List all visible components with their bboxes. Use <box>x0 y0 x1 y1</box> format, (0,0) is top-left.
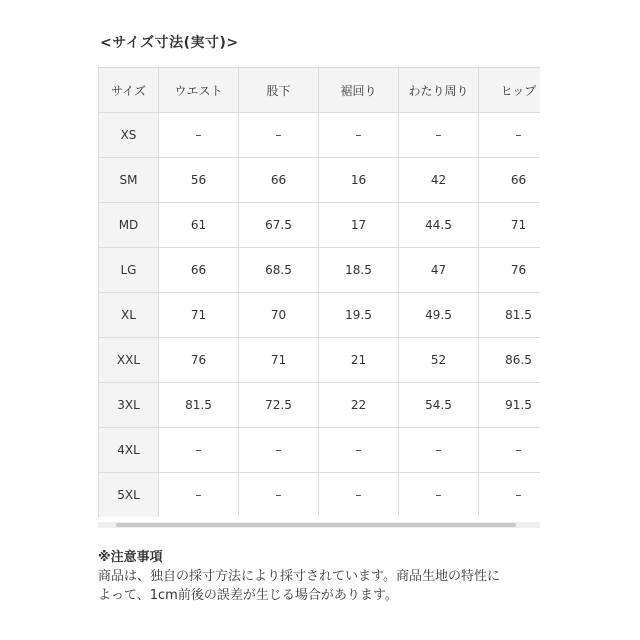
measurement-cell: 61 <box>159 203 239 248</box>
size-label-cell: XS <box>99 113 159 158</box>
measurement-cell: – <box>159 428 239 473</box>
size-label-cell: 5XL <box>99 473 159 518</box>
notice-title: ※注意事項 <box>98 550 163 565</box>
measurement-cell: – <box>399 113 479 158</box>
measurement-cell: – <box>319 473 399 518</box>
measurement-cell: – <box>239 473 319 518</box>
page-title: <サイズ寸法(実寸)> <box>100 35 239 51</box>
table-row <box>99 158 541 203</box>
measurement-cell: – <box>319 428 399 473</box>
measurement-cell: – <box>479 113 541 158</box>
table-row <box>99 248 541 293</box>
measurement-cell: – <box>239 113 319 158</box>
measurement-cell: 49.5 <box>399 293 479 338</box>
measurement-cell: 76 <box>159 338 239 383</box>
measurement-cell: 91.5 <box>479 383 541 428</box>
size-label-cell: 4XL <box>99 428 159 473</box>
measurement-cell: 47 <box>399 248 479 293</box>
table-row <box>99 473 541 518</box>
scrollbar-thumb[interactable] <box>116 523 516 527</box>
measurement-cell: – <box>479 473 541 518</box>
measurement-cell: 81.5 <box>159 383 239 428</box>
measurement-cell: – <box>479 428 541 473</box>
header-thigh: わたり周り <box>399 68 479 113</box>
horizontal-scrollbar[interactable] <box>98 522 540 528</box>
measurement-cell: 19.5 <box>319 293 399 338</box>
measurement-cell: 86.5 <box>479 338 541 383</box>
measurement-cell: 66 <box>479 158 541 203</box>
measurement-cell: 54.5 <box>399 383 479 428</box>
measurement-cell: 18.5 <box>319 248 399 293</box>
notice-line-1: 商品は、独自の採寸方法により採寸されています。商品生地の特性に <box>98 569 500 584</box>
measurement-cell: 70 <box>239 293 319 338</box>
table-row <box>99 428 541 473</box>
measurement-cell: 71 <box>479 203 541 248</box>
measurement-cell: – <box>399 473 479 518</box>
measurement-cell: 21 <box>319 338 399 383</box>
size-label-cell: XXL <box>99 338 159 383</box>
table-row <box>99 203 541 248</box>
header-size: サイズ <box>99 68 159 113</box>
measurement-cell: 56 <box>159 158 239 203</box>
size-table <box>98 67 540 517</box>
size-label-cell: XL <box>99 293 159 338</box>
measurement-cell: 81.5 <box>479 293 541 338</box>
table-header-row <box>99 68 541 113</box>
measurement-cell: 66 <box>159 248 239 293</box>
measurement-cell: 72.5 <box>239 383 319 428</box>
measurement-cell: 16 <box>319 158 399 203</box>
size-label-cell: LG <box>99 248 159 293</box>
table-row <box>99 293 541 338</box>
header-waist: ウエスト <box>159 68 239 113</box>
measurement-cell: 66 <box>239 158 319 203</box>
measurement-cell: – <box>399 428 479 473</box>
table-row <box>99 383 541 428</box>
measurement-cell: 22 <box>319 383 399 428</box>
measurement-cell: 17 <box>319 203 399 248</box>
measurement-cell: 71 <box>239 338 319 383</box>
measurement-cell: 68.5 <box>239 248 319 293</box>
measurement-cell: – <box>159 113 239 158</box>
measurement-cell: – <box>239 428 319 473</box>
header-hip: ヒップ <box>479 68 541 113</box>
measurement-cell: 42 <box>399 158 479 203</box>
size-table-scroll-area[interactable] <box>98 67 540 517</box>
table-row <box>99 338 541 383</box>
header-inseam: 股下 <box>239 68 319 113</box>
measurement-cell: 52 <box>399 338 479 383</box>
notice-block <box>98 548 500 605</box>
size-label-cell: SM <box>99 158 159 203</box>
size-label-cell: 3XL <box>99 383 159 428</box>
measurement-cell: – <box>319 113 399 158</box>
measurement-cell: 76 <box>479 248 541 293</box>
measurement-cell: 71 <box>159 293 239 338</box>
notice-line-2: よって、1cm前後の誤差が生じる場合があります。 <box>98 588 398 603</box>
header-hem: 裾回り <box>319 68 399 113</box>
measurement-cell: – <box>159 473 239 518</box>
size-label-cell: MD <box>99 203 159 248</box>
measurement-cell: 44.5 <box>399 203 479 248</box>
table-row <box>99 113 541 158</box>
measurement-cell: 67.5 <box>239 203 319 248</box>
